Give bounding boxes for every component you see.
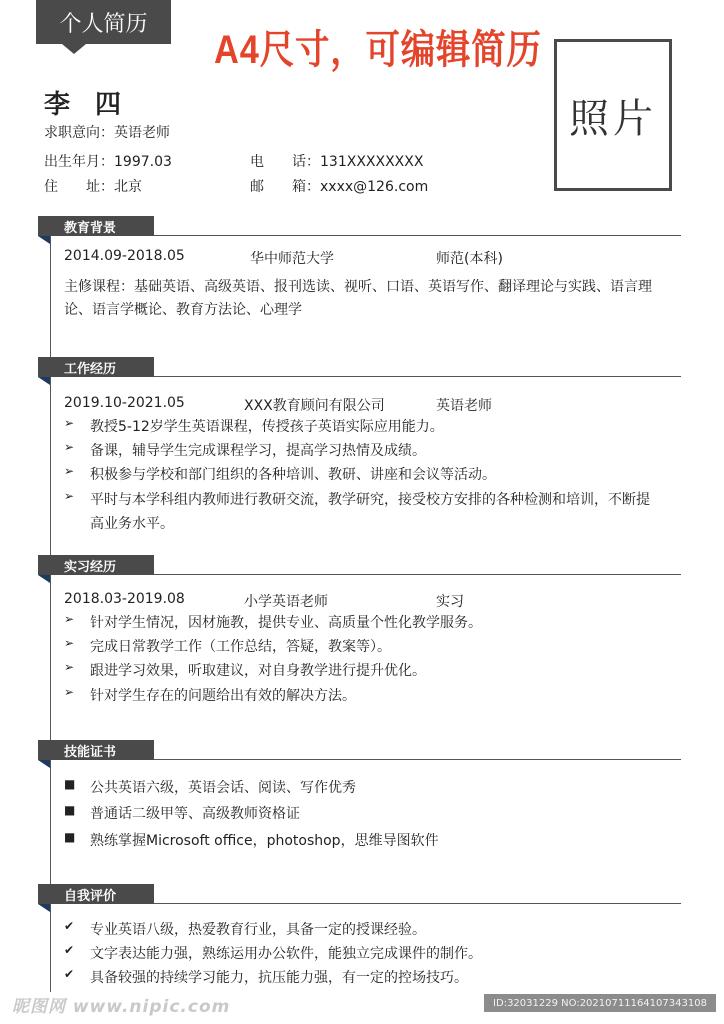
list-item-continuation <box>64 512 174 536</box>
work-item-text: 平时与本学科组内教师进行教研交流，教学研究，接受校方安排的各种检测和培训，不断提 <box>90 492 650 508</box>
list-item <box>64 488 650 512</box>
check-icon: ✔ <box>64 943 75 957</box>
education-degree: 师范(本科) <box>436 251 503 267</box>
section-fold <box>38 760 50 768</box>
internship-item-text: 完成日常教学工作（工作总结，答疑，教案等）。 <box>90 639 391 655</box>
watermark-id: ID:32031229 NO:20210711164107343108 <box>484 994 716 1012</box>
list-item <box>64 776 356 800</box>
candidate-name: 李 四 <box>44 90 130 120</box>
arrow-icon: ➢ <box>64 440 75 454</box>
list-item <box>64 942 482 966</box>
phone-label: 电 话： <box>250 154 320 170</box>
section-title: 实习经历 <box>38 555 154 575</box>
birth-row <box>44 151 172 171</box>
section-divider <box>154 574 681 575</box>
arrow-icon: ➢ <box>64 660 75 674</box>
self-item-text: 文字表达能力强，熟练运用办公软件，能独立完成课件的制作。 <box>90 946 482 962</box>
work-period: 2019.10-2021.05 <box>64 395 185 411</box>
section-header-self <box>38 884 681 904</box>
skill-item-text: 普通话二级甲等、高级教师资格证 <box>90 806 300 822</box>
internship-type: 实习 <box>436 594 464 610</box>
promo-heading: A4尺寸，可编辑简历 <box>214 28 542 72</box>
arrow-icon: ➢ <box>64 416 75 430</box>
square-bullet-icon: ■ <box>64 777 76 791</box>
birth-label: 出生年月： <box>44 154 114 170</box>
address-value: 北京 <box>114 179 142 195</box>
internship-period: 2018.03-2019.08 <box>64 591 185 607</box>
arrow-icon: ➢ <box>64 489 75 503</box>
email-label: 邮 箱： <box>250 179 320 195</box>
education-courses <box>64 276 652 322</box>
internship-item-text: 针对学生存在的问题给出有效的解决方法。 <box>90 688 356 704</box>
list-item <box>64 966 468 990</box>
section-fold <box>38 377 50 385</box>
arrow-icon: ➢ <box>64 636 75 650</box>
section-title: 教育背景 <box>38 216 154 236</box>
section-divider <box>154 903 681 904</box>
list-item <box>64 415 444 439</box>
address-row <box>44 176 142 196</box>
square-bullet-icon: ■ <box>64 803 76 817</box>
section-header-internship <box>38 555 681 575</box>
arrow-icon: ➢ <box>64 612 75 626</box>
internship-position: 小学英语老师 <box>244 594 328 610</box>
timeline-line <box>50 236 51 992</box>
photo-label: 照片 <box>569 95 657 142</box>
job-objective: 求职意向：英语老师 <box>44 125 170 141</box>
list-item <box>64 684 356 708</box>
arrow-icon: ➢ <box>64 464 75 478</box>
section-fold <box>38 904 50 912</box>
check-icon: ✔ <box>64 919 75 933</box>
square-bullet-icon: ■ <box>64 830 76 844</box>
courses-line-1: 主修课程：基础英语、高级英语、报刊选读、视听、口语、英语写作、翻译理论与实践、语言理 <box>64 279 652 295</box>
phone-value: 131XXXXXXXX <box>320 154 424 170</box>
list-item <box>64 439 426 463</box>
address-label: 住 址： <box>44 179 114 195</box>
phone-row <box>250 151 423 171</box>
list-item <box>64 918 426 942</box>
work-item-text: 积极参与学校和部门组织的各种培训、教研、讲座和会议等活动。 <box>90 467 496 483</box>
title-tag-pointer <box>62 44 86 54</box>
photo-placeholder <box>554 39 672 191</box>
check-icon: ✔ <box>64 967 75 981</box>
section-divider <box>154 376 681 377</box>
skill-item-text: 公共英语六级，英语会话、阅读、写作优秀 <box>90 780 356 796</box>
section-header-work <box>38 357 681 377</box>
section-title: 工作经历 <box>38 357 154 377</box>
list-item <box>64 635 391 659</box>
section-header-education <box>38 216 681 236</box>
section-divider <box>154 235 681 236</box>
list-item <box>64 611 482 635</box>
arrow-icon: ➢ <box>64 685 75 699</box>
courses-line-2: 论、语言学概论、教育方法论、心理学 <box>64 302 302 318</box>
internship-item-text: 跟进学习效果，听取建议，对自身教学进行提升优化。 <box>90 663 426 679</box>
section-fold <box>38 575 50 583</box>
email-value: xxxx@126.com <box>320 179 429 195</box>
section-header-skills <box>38 740 681 760</box>
watermark-logo: 昵图网 www.nipic.com <box>12 997 231 1017</box>
education-school: 华中师范大学 <box>250 251 334 267</box>
education-period: 2014.09-2018.05 <box>64 248 185 264</box>
section-title: 自我评价 <box>38 884 154 904</box>
list-item <box>64 829 439 853</box>
resume-title-tag: 个人简历 <box>36 0 171 44</box>
section-title: 技能证书 <box>38 740 154 760</box>
work-company: XXX教育顾问有限公司 <box>244 398 385 414</box>
work-role: 英语老师 <box>436 398 492 414</box>
self-item-text: 具备较强的持续学习能力，抗压能力强，有一定的控场技巧。 <box>90 970 468 986</box>
list-item <box>64 802 300 826</box>
work-item-text: 备课，辅导学生完成课程学习，提高学习热情及成绩。 <box>90 443 426 459</box>
section-divider <box>154 759 681 760</box>
work-item-text: 教授5-12岁学生英语课程，传授孩子英语实际应用能力。 <box>90 419 444 435</box>
list-item <box>64 659 426 683</box>
email-row <box>250 176 428 196</box>
self-item-text: 专业英语八级，热爱教育行业，具备一定的授课经验。 <box>90 922 426 938</box>
section-fold <box>38 236 50 244</box>
list-item <box>64 463 496 487</box>
internship-item-text: 针对学生情况，因材施教，提供专业、高质量个性化教学服务。 <box>90 615 482 631</box>
work-item-text: 高业务水平。 <box>90 516 174 532</box>
skill-item-text: 熟练掌握Microsoft office，photoshop，思维导图软件 <box>90 833 439 849</box>
birth-value: 1997.03 <box>114 154 172 170</box>
indent-spacer <box>64 512 90 536</box>
